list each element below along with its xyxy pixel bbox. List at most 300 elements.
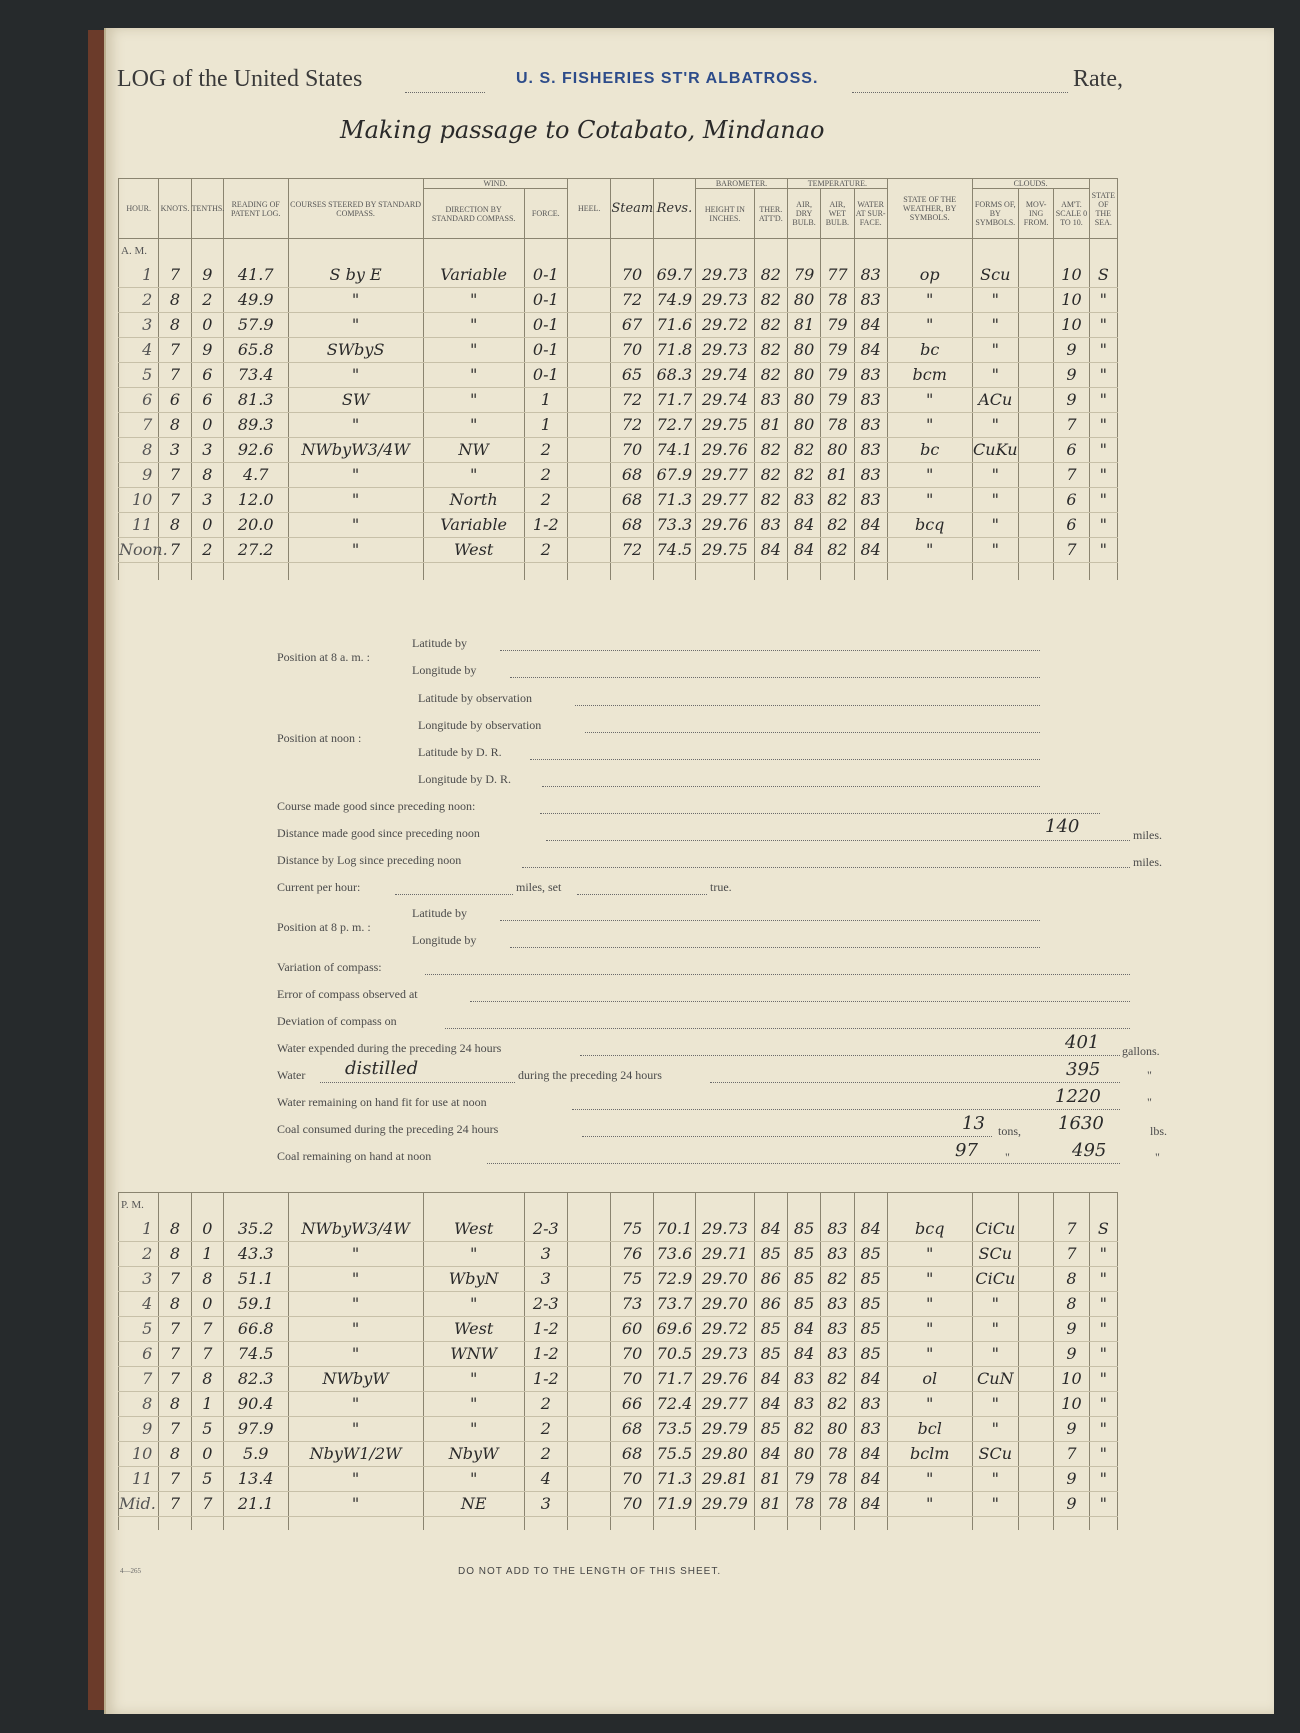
cell-wdir: West	[423, 537, 524, 562]
cell-h: 6	[119, 1341, 159, 1366]
cell-cmov	[1018, 537, 1053, 562]
cell-cmov	[1019, 1291, 1054, 1316]
water-exp-value: 401	[1065, 1032, 1100, 1053]
cell-heel	[568, 1441, 611, 1466]
cell-log: 51.1	[223, 1266, 288, 1291]
cell-weather: "	[887, 412, 972, 437]
cell-wdir: Variable	[423, 263, 524, 288]
water-dist-value: 395	[1066, 1059, 1101, 1080]
water-remain-value: 1220	[1055, 1086, 1101, 1107]
cell-wet: 80	[821, 1416, 854, 1441]
col-tenths: TENTHS.	[191, 179, 223, 239]
log-title: LOG of the United States	[117, 66, 363, 92]
cell-weather: bcl	[887, 1416, 972, 1441]
cell-heel	[568, 1341, 611, 1366]
cell-cform: "	[972, 487, 1018, 512]
col-cloud-amount: AM'T. SCALE 0 TO 10.	[1054, 189, 1089, 239]
cell-revs: 74.1	[653, 437, 695, 462]
cell-log: 59.1	[223, 1291, 288, 1316]
cell-dry: 85	[787, 1241, 820, 1266]
cell-amt: 10	[1054, 1391, 1089, 1416]
cell-ther: 82	[754, 287, 787, 312]
cell-baro: 29.75	[696, 537, 755, 562]
pos-8pm-label: Position at 8 p. m. :	[277, 920, 371, 934]
cell-t: 9	[191, 337, 223, 362]
cell-ther: 86	[754, 1266, 787, 1291]
cell-course: "	[288, 1316, 423, 1341]
cell-heel	[568, 1217, 611, 1242]
cell-weather: bc	[887, 437, 972, 462]
cell-weather: "	[887, 312, 972, 337]
tons-label: tons,	[998, 1124, 1022, 1138]
cell-k: 8	[159, 1291, 191, 1316]
cell-t: 0	[191, 1441, 223, 1466]
cell-wdir: NE	[423, 1491, 524, 1516]
cell-course: "	[288, 1266, 423, 1291]
table-row	[119, 287, 1118, 312]
cell-dry: 79	[787, 263, 820, 288]
col-knots: KNOTS.	[159, 179, 191, 239]
pos-noon-lat-obs: Latitude by observation	[418, 691, 532, 705]
cell-course: S by E	[288, 263, 423, 288]
cell-cmov	[1019, 1366, 1054, 1391]
cell-wet: 78	[821, 1441, 854, 1466]
cell-dry: 81	[787, 312, 820, 337]
table-row	[119, 1241, 1118, 1266]
pm-label: P. M.	[119, 1193, 159, 1217]
cell-baro: 29.73	[696, 263, 755, 288]
cell-steam: 70	[611, 1341, 653, 1366]
cell-cform: "	[972, 362, 1018, 387]
cell-steam: 67	[611, 312, 653, 337]
cell-weather: "	[887, 1491, 972, 1516]
cell-weather: "	[887, 387, 972, 412]
dotline	[510, 677, 1040, 678]
cell-course: NWbyW	[288, 1366, 423, 1391]
cell-water: 83	[854, 263, 887, 288]
cell-wet: 82	[821, 487, 854, 512]
cell-h: 11	[119, 1466, 159, 1491]
cell-log: 74.5	[223, 1341, 288, 1366]
cell-revs: 70.1	[653, 1217, 695, 1242]
cell-sea: "	[1089, 1366, 1117, 1391]
cell-force: 0-1	[524, 362, 567, 387]
cell-wdir: NbyW	[423, 1441, 524, 1466]
cell-course: "	[288, 312, 423, 337]
cell-log: 12.0	[223, 487, 288, 512]
cell-baro: 29.73	[696, 287, 755, 312]
cell-t: 7	[191, 1341, 223, 1366]
cell-h: 7	[119, 412, 159, 437]
cell-course: "	[288, 1341, 423, 1366]
cell-k: 7	[159, 1366, 191, 1391]
cell-log: 90.4	[223, 1391, 288, 1416]
coal-remain-lbs: 495	[1072, 1140, 1107, 1161]
cell-t: 7	[191, 1316, 223, 1341]
cell-steam: 70	[611, 263, 653, 288]
cell-log: 66.8	[223, 1316, 288, 1341]
cell-cform: "	[972, 1466, 1018, 1491]
cell-log: 49.9	[223, 287, 288, 312]
cell-ther: 82	[754, 437, 787, 462]
col-wind: WIND.	[423, 179, 567, 189]
cell-heel	[567, 512, 610, 537]
title-dotline-2	[852, 92, 1068, 93]
cell-ther: 85	[754, 1416, 787, 1441]
cell-baro: 29.71	[696, 1241, 755, 1266]
cell-course: "	[288, 462, 423, 487]
cell-h: 11	[119, 512, 159, 537]
table-row	[119, 512, 1118, 537]
cell-wdir: "	[423, 1391, 524, 1416]
cell-revs: 74.9	[653, 287, 695, 312]
cell-h: 4	[119, 1291, 159, 1316]
cell-steam: 70	[611, 337, 653, 362]
cell-force: 2	[524, 487, 567, 512]
pos-8am-lat: Latitude by	[412, 636, 467, 650]
dotline	[500, 650, 1040, 651]
pm-log-table	[118, 1192, 1118, 1530]
cell-cform: CiCu	[972, 1266, 1018, 1291]
cell-force: 1-2	[524, 1316, 567, 1341]
cell-cform: "	[972, 512, 1018, 537]
cell-wdir: "	[423, 337, 524, 362]
cell-revs: 68.3	[653, 362, 695, 387]
cell-h: 2	[119, 287, 159, 312]
cell-weather: "	[887, 537, 972, 562]
ship-name: U. S. FISHERIES ST'R ALBATROSS.	[516, 70, 819, 87]
table-row	[119, 1441, 1118, 1466]
cell-wdir: "	[423, 1416, 524, 1441]
cell-wet: 79	[821, 337, 854, 362]
cell-force: 2-3	[524, 1291, 567, 1316]
cell-ther: 84	[754, 1391, 787, 1416]
cell-cform: CiCu	[972, 1217, 1018, 1242]
table-row	[119, 312, 1118, 337]
cell-cform: "	[972, 287, 1018, 312]
cell-steam: 72	[611, 387, 653, 412]
cell-force: 1-2	[524, 512, 567, 537]
cell-wet: 80	[821, 437, 854, 462]
cell-revs: 72.9	[653, 1266, 695, 1291]
cell-h: 8	[119, 437, 159, 462]
cell-k: 7	[159, 337, 191, 362]
cell-t: 0	[191, 412, 223, 437]
cell-wet: 81	[821, 462, 854, 487]
cell-course: "	[288, 1466, 423, 1491]
cell-wdir: West	[423, 1316, 524, 1341]
cell-water: 84	[854, 1217, 887, 1242]
cell-weather: "	[887, 1241, 972, 1266]
cell-dry: 85	[787, 1291, 820, 1316]
cell-log: 57.9	[223, 312, 288, 337]
cell-cform: "	[972, 412, 1018, 437]
cell-heel	[568, 1391, 611, 1416]
cell-amt: 7	[1054, 412, 1089, 437]
dotline	[425, 974, 1130, 975]
col-cloud-forms: FORMS OF, BY SYMBOLS.	[972, 189, 1018, 239]
col-heel: HEEL.	[567, 179, 610, 239]
cell-wdir: "	[423, 412, 524, 437]
ditto-mark: "	[1147, 1068, 1152, 1082]
cell-course: "	[288, 1491, 423, 1516]
cell-heel	[568, 1366, 611, 1391]
cell-h: 2	[119, 1241, 159, 1266]
cell-steam: 72	[611, 537, 653, 562]
cell-wet: 79	[821, 362, 854, 387]
cell-revs: 73.7	[653, 1291, 695, 1316]
cell-baro: 29.80	[696, 1441, 755, 1466]
cell-wdir: "	[423, 312, 524, 337]
cell-force: 3	[524, 1266, 567, 1291]
cell-t: 6	[191, 362, 223, 387]
cell-amt: 9	[1054, 1466, 1089, 1491]
cell-cmov	[1018, 312, 1053, 337]
cell-steam: 75	[611, 1266, 653, 1291]
cell-force: 4	[524, 1466, 567, 1491]
pos-noon-label: Position at noon :	[277, 731, 362, 745]
cell-water: 83	[854, 412, 887, 437]
water-label: Water	[277, 1068, 306, 1082]
cell-cmov	[1019, 1241, 1054, 1266]
coal-consumed-label: Coal consumed during the preceding 24 hours	[277, 1122, 499, 1136]
cell-water: 83	[854, 437, 887, 462]
table-row	[119, 1466, 1118, 1491]
coal-tons-value: 13	[962, 1113, 985, 1134]
cell-wet: 82	[821, 537, 854, 562]
cell-wet: 83	[821, 1217, 854, 1242]
cell-sea: "	[1089, 1291, 1117, 1316]
cell-sea: "	[1089, 412, 1117, 437]
cell-k: 8	[159, 312, 191, 337]
dotline	[510, 947, 1040, 948]
dotline	[580, 1055, 1120, 1056]
dotline	[320, 1082, 515, 1083]
cell-heel	[567, 337, 610, 362]
cell-water: 83	[854, 462, 887, 487]
cell-ther: 81	[754, 1491, 787, 1516]
true-label: true.	[710, 880, 732, 894]
ditto-mark: "	[1155, 1150, 1160, 1164]
cell-h: 5	[119, 1316, 159, 1341]
cell-cmov	[1019, 1316, 1054, 1341]
cell-log: 41.7	[223, 263, 288, 288]
voyage-note: Making passage to Cotabato, Mindanao	[340, 116, 825, 144]
cell-heel	[567, 537, 610, 562]
dotline	[445, 1028, 1130, 1029]
cell-water: 84	[854, 537, 887, 562]
cell-dry: 80	[787, 1441, 820, 1466]
cell-ther: 84	[754, 1441, 787, 1466]
cell-wet: 78	[821, 1466, 854, 1491]
rate-label: Rate,	[1073, 66, 1123, 92]
cell-wet: 83	[821, 1241, 854, 1266]
table-row	[119, 263, 1118, 288]
table-row	[119, 337, 1118, 362]
cell-weather: bcq	[887, 1217, 972, 1242]
cell-force: 2	[524, 537, 567, 562]
table-row	[119, 1366, 1118, 1391]
cell-revs: 73.5	[653, 1416, 695, 1441]
cell-dry: 80	[787, 362, 820, 387]
water-exp-label: Water expended during the preceding 24 hours	[277, 1041, 502, 1055]
cell-water: 84	[854, 1491, 887, 1516]
cell-sea: "	[1089, 537, 1117, 562]
cell-h: 4	[119, 337, 159, 362]
cell-dry: 84	[787, 512, 820, 537]
cell-k: 8	[159, 1217, 191, 1242]
cell-h: 8	[119, 1391, 159, 1416]
cell-ther: 81	[754, 1466, 787, 1491]
dotline	[577, 894, 707, 895]
cell-heel	[567, 312, 610, 337]
dist-good-label: Distance made good since preceding noon	[277, 826, 480, 840]
cell-sea: "	[1089, 512, 1117, 537]
cell-h: 10	[119, 487, 159, 512]
variation-label: Variation of compass:	[277, 960, 382, 974]
cell-steam: 70	[611, 1366, 653, 1391]
cell-log: 92.6	[223, 437, 288, 462]
dotline	[540, 813, 1100, 814]
cell-amt: 9	[1054, 362, 1089, 387]
cell-h: 7	[119, 1366, 159, 1391]
cell-dry: 82	[787, 1416, 820, 1441]
col-baro-ther: THER. ATT'D.	[754, 189, 787, 239]
cell-amt: 7	[1054, 462, 1089, 487]
cell-force: 1	[524, 412, 567, 437]
cell-steam: 70	[611, 1491, 653, 1516]
cell-wdir: WNW	[423, 1341, 524, 1366]
cell-sea: "	[1089, 387, 1117, 412]
cell-cmov	[1018, 512, 1053, 537]
dotline	[582, 1136, 992, 1137]
dotline	[470, 1001, 1130, 1002]
cell-steam: 65	[611, 362, 653, 387]
cell-k: 7	[159, 1341, 191, 1366]
cell-log: 73.4	[223, 362, 288, 387]
cell-steam: 76	[611, 1241, 653, 1266]
cell-cform: SCu	[972, 1241, 1018, 1266]
cell-baro: 29.74	[696, 387, 755, 412]
col-wind-force: FORCE.	[524, 189, 567, 239]
cell-cmov	[1018, 387, 1053, 412]
cell-wet: 77	[821, 263, 854, 288]
dotline	[522, 867, 1130, 868]
cell-water: 85	[854, 1341, 887, 1366]
cell-water: 83	[854, 1391, 887, 1416]
cell-k: 7	[159, 1416, 191, 1441]
cell-water: 85	[854, 1316, 887, 1341]
cell-sea: "	[1089, 437, 1117, 462]
col-courses: COURSES STEERED BY STANDARD COMPASS.	[288, 179, 423, 239]
form-number: 4—265	[120, 1567, 141, 1575]
cell-dry: 85	[787, 1266, 820, 1291]
cell-t: 1	[191, 1241, 223, 1266]
cell-force: 2	[524, 437, 567, 462]
cell-cform: "	[972, 337, 1018, 362]
cell-ther: 83	[754, 387, 787, 412]
cell-heel	[567, 263, 610, 288]
cell-amt: 9	[1054, 337, 1089, 362]
cell-wdir: WbyN	[423, 1266, 524, 1291]
cell-course: NWbyW3/4W	[288, 1217, 423, 1242]
cell-cmov	[1019, 1217, 1054, 1242]
dist-log-label: Distance by Log since preceding noon	[277, 853, 462, 867]
course-good-label: Course made good since preceding noon:	[277, 799, 476, 813]
cell-weather: "	[887, 1291, 972, 1316]
pos-8am-label: Position at 8 a. m. :	[277, 650, 370, 664]
cell-wdir: NW	[423, 437, 524, 462]
cell-water: 85	[854, 1241, 887, 1266]
cell-weather: bc	[887, 337, 972, 362]
cell-log: 4.7	[223, 462, 288, 487]
cell-sea: S	[1089, 1217, 1117, 1242]
cell-force: 2	[524, 1391, 567, 1416]
cell-sea: "	[1089, 362, 1117, 387]
cell-cmov	[1018, 487, 1053, 512]
cell-cmov	[1018, 287, 1053, 312]
cell-t: 9	[191, 263, 223, 288]
cell-k: 8	[159, 287, 191, 312]
cell-force: 1	[524, 387, 567, 412]
cell-ther: 84	[754, 537, 787, 562]
cell-heel	[568, 1416, 611, 1441]
cell-h: 9	[119, 462, 159, 487]
cell-cform: CuKu	[972, 437, 1018, 462]
cell-force: 2	[524, 1416, 567, 1441]
cell-k: 7	[159, 1316, 191, 1341]
cell-revs: 69.7	[653, 263, 695, 288]
cell-h: Noon.	[119, 537, 159, 562]
cell-h: 1	[119, 263, 159, 288]
cell-course: "	[288, 1391, 423, 1416]
deviation-label: Deviation of compass on	[277, 1014, 397, 1028]
cell-amt: 8	[1054, 1291, 1089, 1316]
cell-baro: 29.72	[696, 1316, 755, 1341]
cell-amt: 10	[1054, 1366, 1089, 1391]
title-dotline	[405, 92, 485, 93]
cell-amt: 7	[1054, 1217, 1089, 1242]
cell-wdir: "	[423, 1366, 524, 1391]
cell-cmov	[1018, 263, 1053, 288]
cell-wdir: "	[423, 462, 524, 487]
cell-baro: 29.70	[696, 1266, 755, 1291]
cell-log: 35.2	[223, 1217, 288, 1242]
table-row	[119, 1266, 1118, 1291]
cell-dry: 82	[787, 437, 820, 462]
cell-weather: "	[887, 1316, 972, 1341]
cell-cmov	[1018, 362, 1053, 387]
col-wind-direction: DIRECTION BY STANDARD COMPASS.	[423, 189, 524, 239]
cell-steam: 60	[611, 1316, 653, 1341]
cell-dry: 80	[787, 412, 820, 437]
cell-k: 7	[159, 462, 191, 487]
cell-ther: 85	[754, 1341, 787, 1366]
cell-revs: 71.7	[653, 387, 695, 412]
miles-label: miles.	[1133, 828, 1162, 842]
water-distilled: distilled	[345, 1058, 419, 1079]
cell-course: SW	[288, 387, 423, 412]
col-sea: STATE OF THE SEA.	[1089, 179, 1117, 239]
col-revs: Revs.	[653, 179, 695, 239]
col-hour: HOUR.	[119, 179, 159, 239]
cell-k: 7	[159, 362, 191, 387]
cell-cform: "	[972, 1416, 1018, 1441]
col-patent-log: READING OF PATENT LOG.	[223, 179, 288, 239]
cell-t: 8	[191, 1266, 223, 1291]
cell-course: "	[288, 1241, 423, 1266]
footer-notice: DO NOT ADD TO THE LENGTH OF THIS SHEET.	[458, 1566, 722, 1577]
